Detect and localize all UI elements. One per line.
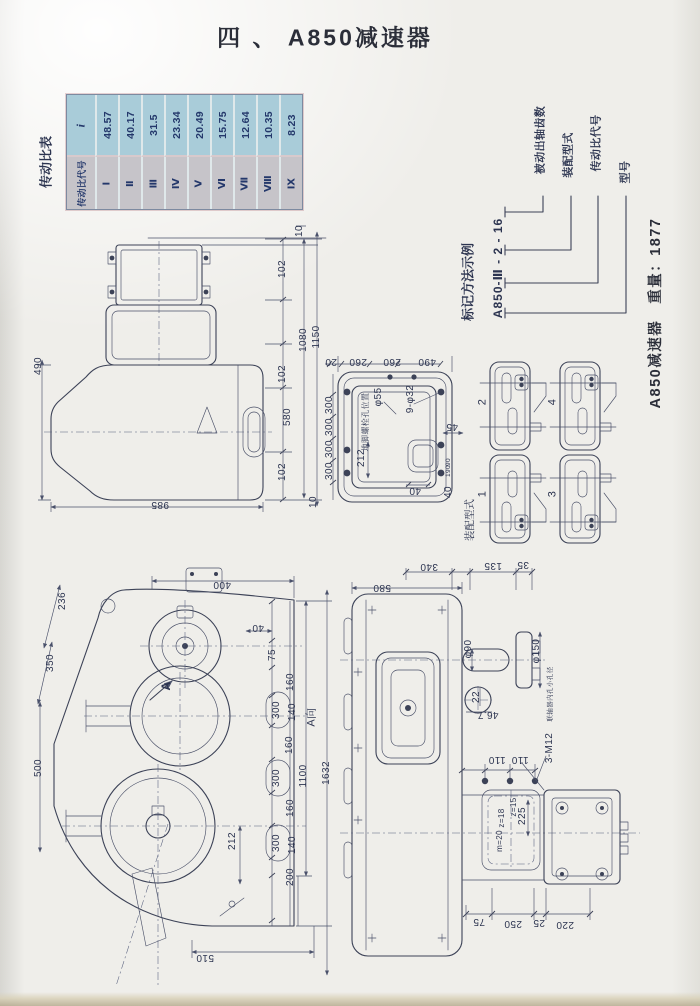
ratio-table-column: 20.49 Ⅴ (187, 95, 210, 209)
dimension-label: 135 (484, 560, 502, 571)
dimension-label: 985 (151, 499, 169, 510)
dimension-label: 9-φ32 (405, 384, 416, 414)
dimension-label: A (159, 681, 173, 691)
dimension-label: m=20 (495, 830, 504, 852)
assembly-type-number: 1 (476, 490, 489, 498)
marking-label: 被动出轴齿数 (534, 105, 547, 175)
dimension-label: 510 (196, 952, 214, 963)
dimension-label: 40 (409, 485, 421, 496)
dimension-label: 580 (282, 408, 293, 426)
assembly-type-number: 4 (546, 398, 559, 406)
dimension-label: 75 (267, 649, 278, 661)
dimension-label: 140 (287, 836, 298, 854)
dimension-label: z=15 (509, 797, 518, 817)
dimension-label: 260 (383, 356, 401, 367)
dimension-label: 22 (471, 691, 482, 703)
dimension-label: 300 (324, 418, 335, 436)
dimension-label: 250 (504, 918, 522, 929)
dimension-label: 20 (325, 356, 337, 367)
marking-label: 装配型式 (562, 132, 575, 178)
dimension-label: 35 (517, 559, 529, 570)
dimension-label: 236 (57, 592, 68, 610)
dimension-label: 212 (227, 832, 238, 850)
dimension-label: 1080 (298, 328, 309, 352)
dimension-label: 40 (252, 622, 264, 633)
dimension-label: 300 (324, 396, 335, 414)
dimension-label: 46.7 (477, 709, 499, 720)
dimension-label: 102 (277, 260, 288, 278)
ratio-table-column: 8.23 Ⅸ (279, 95, 302, 209)
ratio-table-column: 23.34 Ⅳ (164, 95, 187, 209)
dimension-label: φ150 (531, 638, 542, 664)
dimension-label: 160 (285, 799, 296, 817)
dimension-label: 300 (271, 834, 282, 852)
dimension-label: 110 (511, 754, 529, 765)
ratio-table-column: 40.17 Ⅱ (118, 95, 141, 209)
dimension-label: 300 (271, 701, 282, 719)
marking-code: A850-Ⅲ - 2 - 16 (491, 217, 505, 319)
dimension-label: 1632 (321, 761, 332, 785)
dimension-label: 25 (533, 917, 545, 928)
dimension-label: 300 (324, 462, 335, 480)
dimension-label: 400 (213, 579, 231, 590)
ratio-table-column: 15.75 Ⅵ (210, 95, 233, 209)
dimension-label: 212 (356, 449, 367, 467)
assembly-type-number: 3 (546, 490, 559, 498)
dimension-label: 10 (294, 225, 305, 237)
ratio-table-caption: 传动比表 (38, 135, 54, 189)
dimension-label: z=18 (497, 808, 506, 828)
dimension-label: 490 (33, 357, 44, 375)
dimension-label: 160 (284, 736, 295, 754)
dimension-label: 40 (443, 486, 454, 498)
dimension-label: 1150 (311, 325, 322, 349)
dimension-label: 350 (45, 654, 56, 672)
dimension-label: 300 (324, 440, 335, 458)
dimension-label: 140 (287, 703, 298, 721)
dimension-label: 90 (444, 457, 452, 467)
ratio-table-column: 10.35 Ⅷ (256, 95, 279, 209)
marking-label: 型号 (619, 160, 632, 184)
dimension-label: 3-M12 (544, 732, 555, 764)
dimension-label: 1100 (298, 764, 309, 788)
ratio-table-column: 48.57 Ⅰ (95, 95, 118, 209)
dimension-label: 75 (473, 916, 485, 927)
marking-label: 传动比代号 (590, 114, 603, 172)
assembly-caption: 装配型式 (463, 499, 476, 541)
dimension-label: 220 (556, 919, 574, 930)
dimension-label: 45 (446, 421, 458, 432)
dimension-label: 联轴器内孔小孔径 (546, 666, 554, 722)
dimension-label: 260 (349, 356, 367, 367)
dimension-label: 10 (308, 496, 319, 508)
dimension-label: 500 (33, 759, 44, 777)
dimension-label: 225 (517, 807, 528, 825)
side-note: A850减速器 重量：1877 (647, 217, 664, 409)
dimension-label: 300 (271, 769, 282, 787)
assembly-type-number: 2 (476, 398, 489, 406)
page-title: 四 、 A850减速器 (217, 24, 433, 51)
dimension-label: 110 (488, 754, 506, 765)
ratio-table-column: 31.5 Ⅲ (141, 95, 164, 209)
dimension-label: 地脚螺栓孔位置 (361, 392, 370, 452)
dimension-label: A向 (305, 707, 318, 727)
dimension-label: φ90 (463, 639, 474, 659)
dimension-label: 190 (444, 464, 452, 478)
ratio-table-header-column: i 传动比代号 (67, 95, 95, 209)
dimension-label: 160 (285, 673, 296, 691)
dimension-label: 200 (285, 868, 296, 886)
dimension-label: 580 (373, 582, 391, 593)
dimension-label: φ55 (373, 387, 384, 407)
ratio-table-column: 12.64 Ⅶ (233, 95, 256, 209)
dimension-label: 490 (418, 356, 436, 367)
dimension-label: 102 (277, 365, 288, 383)
marking-caption: 标记方法示例 (460, 242, 476, 322)
page-bottom-edge (0, 992, 700, 1006)
dimension-label: 340 (420, 561, 438, 572)
dimension-label: 102 (277, 463, 288, 481)
